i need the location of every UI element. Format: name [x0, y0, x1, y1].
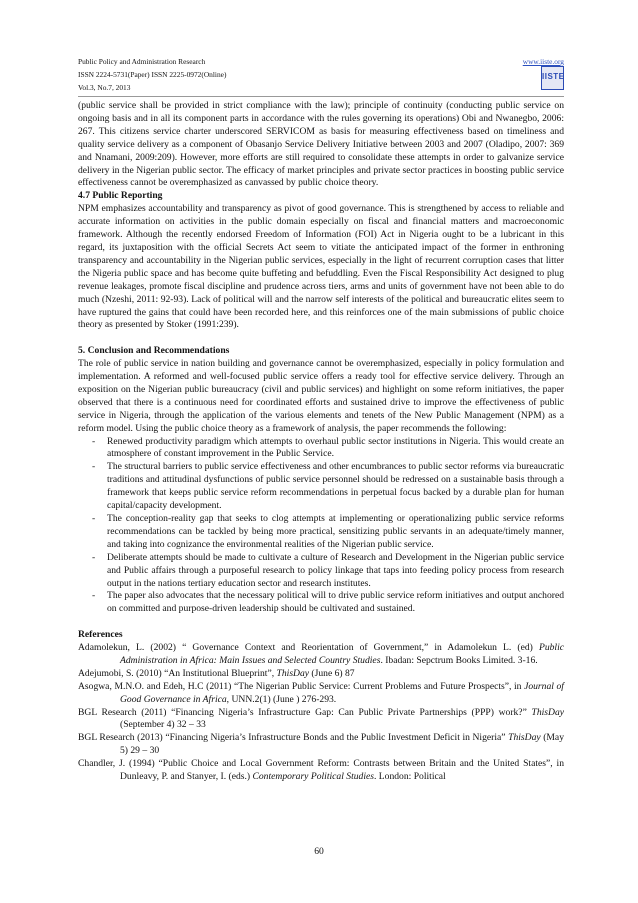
section-heading-5: 5. Conclusion and Recommendations — [78, 345, 230, 357]
header-divider — [78, 96, 564, 97]
reference-item: Adejumobi, S. (2010) “An Institutional Blueprint”, ThisDay (June 6) 87 — [78, 667, 355, 679]
paragraph: NPM emphasizes accountability and transparency as pivot of good governance. This is strengthened by access to reliable and accurate information on activities in the public domain especially on fiscal and financial matters and macroeconomic framework. Although the recently endorsed Freedom of Information (FOI) Act in Nigeria ought to be a lubricant in this regard, its juxtaposition with the official Secrets Act seem to vitiate the anticipated impact of the former in enthroning transparency and accountability in the Nigerian public services, especially in the light of recurrent corruption cases that litter the Nigeria public space and has become quite buffeting and befuddling. Even the Fiscal Responsibility Act designed to plug revenue leakages, promote fiscal discipline and prudence across tiers, arms and units of government have not been able to do much (Nzeshi, 2011: 92-93). Lack of political will and the narrow self interests of the political and bureaucratic elites seem to have ruptured the gains that could have been recorded here, and this reinforces one of the main submissions of public choice theory as presented by Stoker (1991:239). — [78, 203, 564, 331]
reference-item: Chandler, J. (1994) “Public Choice and Local Government Reform: Contrasts between Britain and the United States”, in Dunleavy, P. and Stanyer, I. (eds.) Contemporary Political Studies. London: Political — [78, 758, 564, 783]
section-heading-4-7: 4.7 Public Reporting — [78, 190, 163, 202]
journal-url-link[interactable]: www.iiste.org — [522, 57, 564, 66]
iiste-logo-icon: IISTE — [541, 66, 564, 90]
reference-item: Asogwa, M.N.O. and Edeh, H.C (2011) “The Nigerian Public Service: Current Problems and Future Prospects”, in Journal of Good Governance in Africa, UNN.2(1) (June ) 276-293. — [78, 680, 564, 705]
reference-item: BGL Research (2013) “Financing Nigeria’s Infrastructure Bonds and the Public Investment Deficit in Nigeria” ThisDay (May 5) 29 – 30 — [78, 732, 564, 757]
volume-line: Vol.3, No.7, 2013 — [78, 83, 131, 93]
page-header — [78, 55, 564, 95]
paragraph: (public service shall be provided in strict compliance with the law); principle of continuity (conducting public service on ongoing basis and in all its component parts in accordance with the rules governing its operations) Obi and Nwanegbo, 2006: 267. This citizens service charter underscored SERVICOM as basis for measuring effectiveness based on timeliness and quality service delivery as a component of Obasanjo Service Delivery Initiative between 2003 and 2007 (Oladipo, 2007: 369 and Nnamani, 2009:209). However, more efforts are still required to consolidate these attempts in order to galvanize service delivery in the Nigerian public sector. The efficacy of market principles and private sector practices in boosting public service effectiveness cannot be overemphasized as canvassed by public choice theory. — [78, 100, 564, 189]
page-number: 60 — [314, 846, 324, 857]
list-item: - The structural barriers to public service effectiveness and other encumbrances to public sector reforms via bureaucratic traditions and attitudinal dysfunctions of public service personnel should be redressed on a sustainable basis through a framework that keeps public service reform recommendations in perpetual focus backed by a durable plan for human capital/capacity development. — [92, 461, 564, 512]
paragraph: The role of public service in nation building and governance cannot be overemphasized, especially in policy formulation and implementation. A reformed and well-focused public service offers a ready tool for effective service delivery. Through an exposition on the Nigerian public bureaucracy (civil and public services) and highlight on some reform initiatives, the paper observed that there is a continuous need for coordinated efforts and sustained drive to improve the effectiveness of public service in Nigeria, through the application of the various elements and tenets of the New Public Management (NPM) as a reform model. Using the public choice theory as a framework of analysis, the paper recommends the following: — [78, 358, 564, 434]
article-body — [78, 100, 564, 784]
reference-item: Adamolekun, L. (2002) “ Governance Context and Reorientation of Government,” in Adamolekun L. (ed) Public Administration in Africa: Main Issues and Selected Country Studies. Ibadan: Sepctrum Books Limited. 3-16. — [78, 642, 564, 666]
recommendation-list — [78, 436, 564, 617]
list-item: - The conception-reality gap that seeks to clog attempts at implementing or operationalizing public service reforms recommendations can be tackled by being more practical, sensitizing public servants in an adequate/timely manner, and taking into cognizance the environmental realities of the Nigerian public service. — [92, 512, 564, 550]
reference-list — [78, 642, 564, 784]
list-item: - Deliberate attempts should be made to cultivate a culture of Research and Development in the Nigerian public service and Public affairs through a purposeful research to policy linkage that taps into feeding policy process from research output in the nations tertiary education sector and research institutes. — [92, 551, 564, 589]
list-item: - Renewed productivity paradigm which attempts to overhaul public sector institutions in Nigeria. This would create an atmosphere of constant improvement in the Public Service. — [92, 435, 564, 460]
references-heading: References — [78, 629, 123, 641]
list-item: - The paper also advocates that the necessary political will to drive public service reform initiatives and output anchored on committed and purpose-driven leadership should be cultivated and sustained. — [92, 590, 564, 615]
issn-line: ISSN 2224-5731(Paper) ISSN 2225-0972(Online) — [78, 70, 227, 80]
journal-name: Public Policy and Administration Research — [78, 57, 206, 66]
reference-item: BGL Research (2011) “Financing Nigeria’s Infrastructure Gap: Can Public Private Partnerships (PPP) work?” ThisDay (September 4) 32 – 33 — [78, 706, 564, 731]
